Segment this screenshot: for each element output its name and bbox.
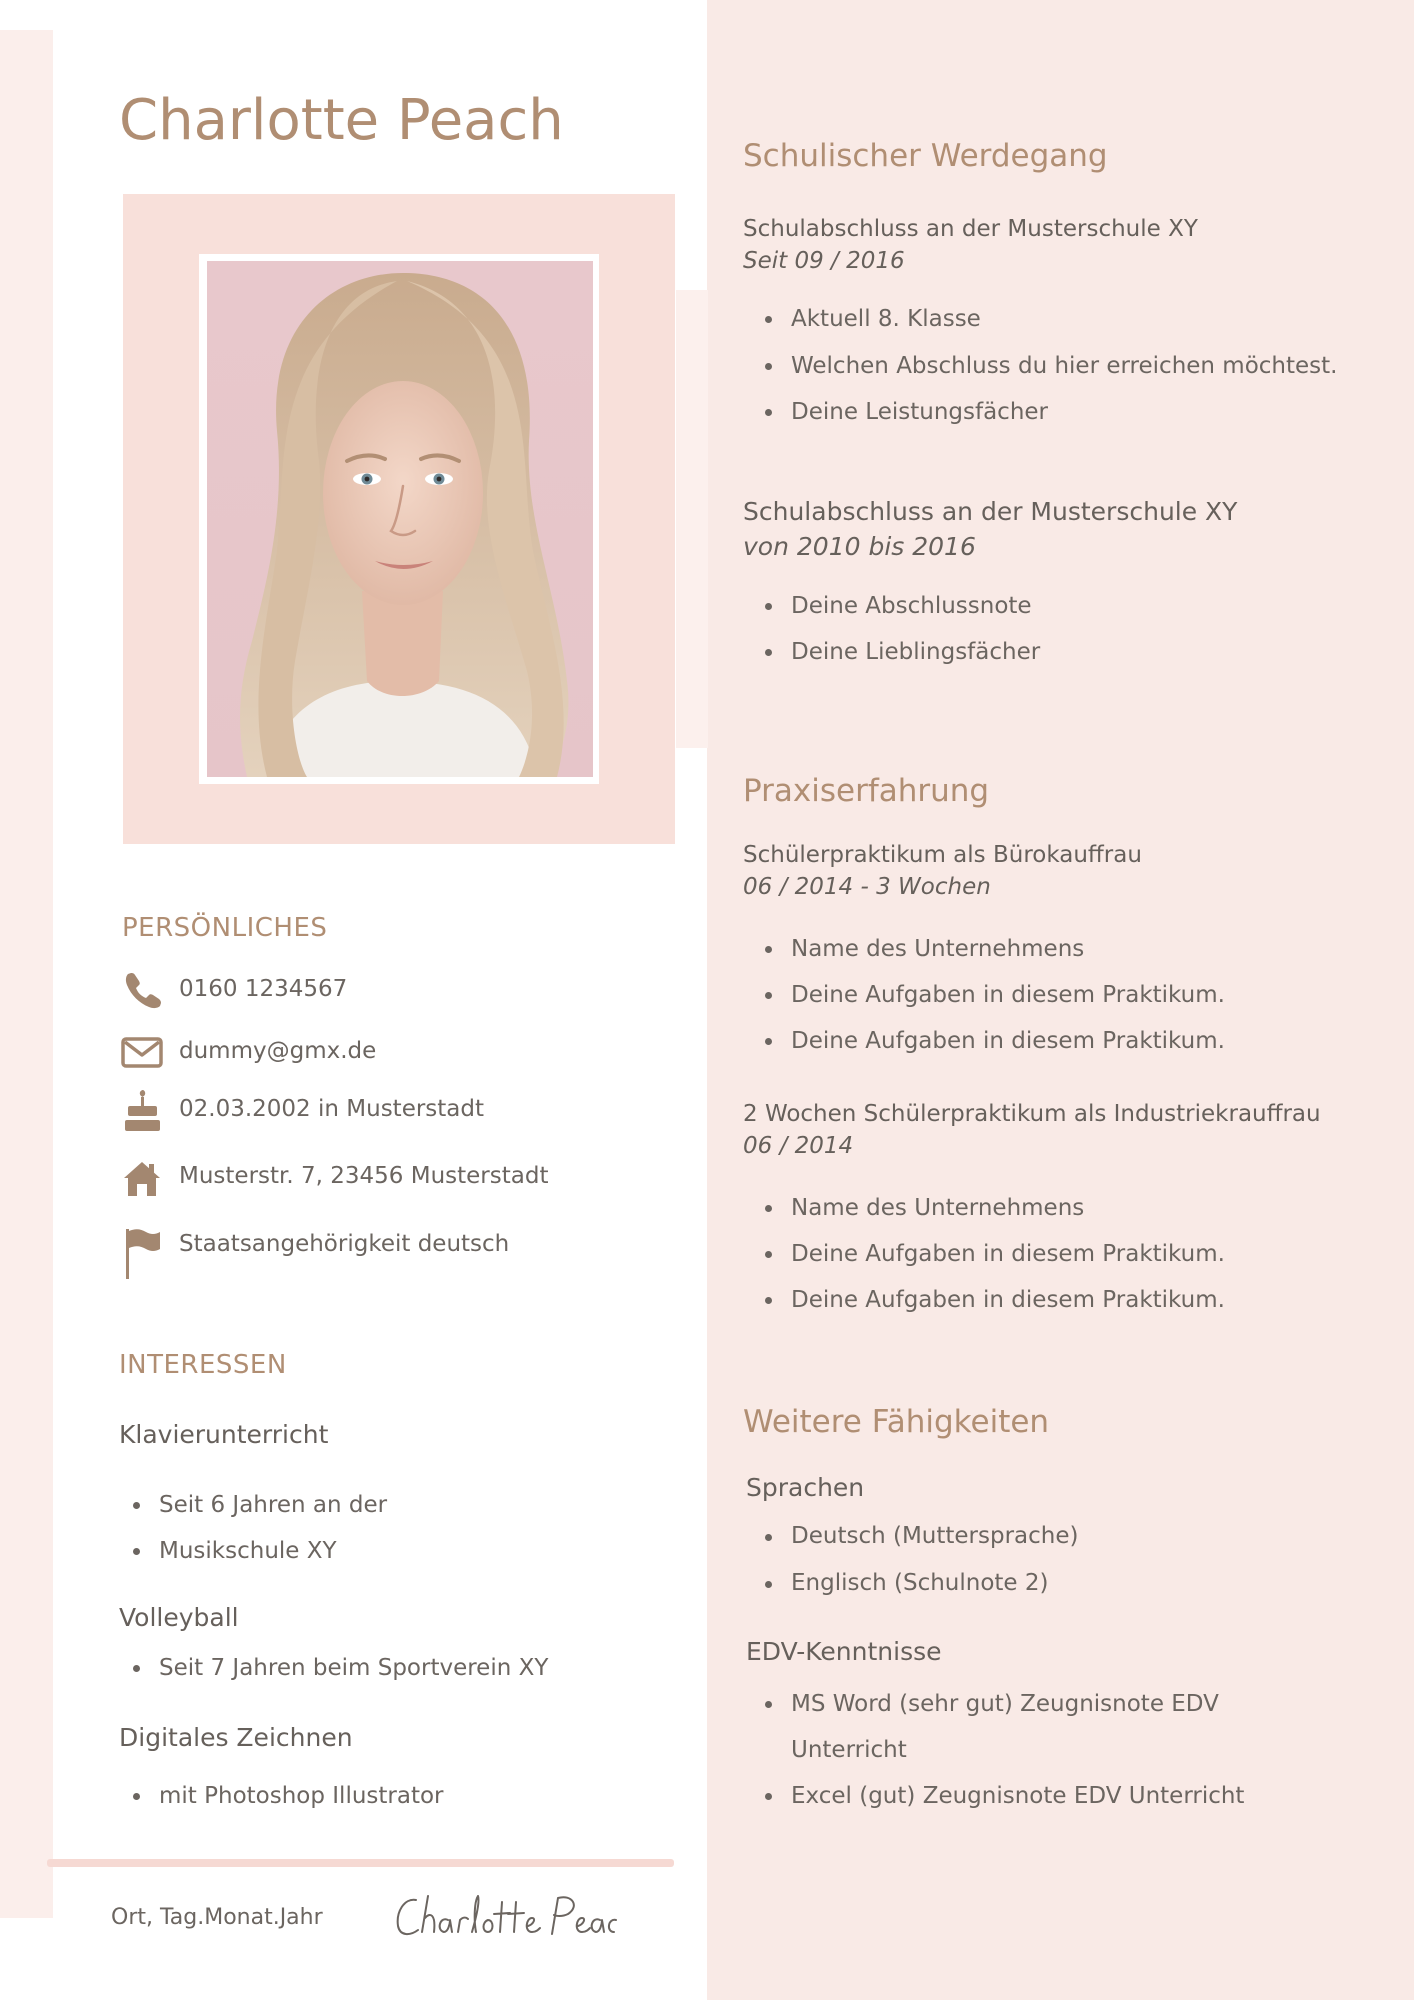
education-date: Seit 09 / 2016 (743, 248, 905, 274)
practice-date: 06 / 2014 (743, 1133, 854, 1159)
list-item: Englisch (Schulnote 2) (763, 1560, 1079, 1607)
birth-date-place: 02.03.2002 in Musterstadt (179, 1096, 485, 1122)
contact-email (120, 1030, 680, 1076)
languages-bullets (763, 1513, 1079, 1607)
practice-bullets (763, 926, 1225, 1064)
education-school: Schulabschluss an der Musterschule XY (743, 216, 1198, 242)
education-bullets (763, 296, 1338, 436)
list-item: Musikschule XY (131, 1528, 387, 1574)
practice-date: 06 / 2014 - 3 Wochen (743, 874, 991, 900)
education-date: von 2010 bis 2016 (743, 532, 976, 561)
list-item: Deine Aufgaben in diesem Praktikum. (763, 972, 1225, 1018)
list-item: Welchen Abschluss du hier erreichen möchtest. (763, 343, 1338, 390)
languages-heading: Sprachen (746, 1473, 865, 1502)
list-item: mit Photoshop Illustrator (131, 1778, 444, 1814)
list-item: Deine Abschlussnote (763, 583, 1040, 629)
interest-bullets (131, 1482, 387, 1574)
mail-icon (120, 1030, 166, 1076)
list-item: Seit 7 Jahren beim Sportverein XY (131, 1650, 548, 1686)
list-item: Name des Unternehmens (763, 926, 1225, 972)
contact-birth (120, 1088, 680, 1134)
mid-decor-strip (676, 290, 708, 748)
interest-bullets (131, 1778, 444, 1814)
list-item: Deine Lieblingsfächer (763, 629, 1040, 675)
education-bullets (763, 583, 1040, 675)
list-item: Excel (gut) Zeugnisnote EDV Unterricht (763, 1773, 1244, 1819)
nationality: Staatsangehörigkeit deutsch (179, 1231, 510, 1257)
address: Musterstr. 7, 23456 Musterstadt (179, 1163, 549, 1189)
list-item: Deine Leistungsfächer (763, 389, 1338, 436)
contact-phone (120, 968, 680, 1014)
signature-image (392, 1888, 622, 1948)
list-item: Seit 6 Jahren an der (131, 1482, 387, 1528)
interest-title: Klavierunterricht (119, 1420, 329, 1449)
interest-title: Volleyball (119, 1603, 239, 1632)
personal-heading: PERSÖNLICHES (122, 913, 328, 943)
list-item: Name des Unternehmens (763, 1185, 1225, 1231)
it-skills-bullets (763, 1681, 1244, 1819)
email-address: dummy@gmx.de (179, 1038, 377, 1064)
practice-bullets (763, 1185, 1225, 1323)
list-item: Unterricht (791, 1737, 907, 1763)
place-date: Ort, Tag.Monat.Jahr (111, 1905, 323, 1930)
interest-bullets (131, 1650, 548, 1686)
phone-number: 0160 1234567 (179, 976, 348, 1002)
flag-icon (120, 1223, 166, 1281)
contact-address (120, 1155, 680, 1201)
practice-role: 2 Wochen Schülerpraktikum als Industriekrauffrau (743, 1101, 1321, 1127)
education-heading: Schulischer Werdegang (743, 138, 1108, 174)
interest-title: Digitales Zeichnen (119, 1723, 353, 1752)
interests-heading: INTERESSEN (119, 1350, 287, 1380)
left-decor-strip (0, 30, 53, 1918)
portrait-photo (207, 261, 593, 777)
list-item: MS Word (sehr gut) Zeugnisnote EDV (763, 1681, 1244, 1727)
list-item: Deine Aufgaben in diesem Praktikum. (763, 1018, 1225, 1064)
skills-heading: Weitere Fähigkeiten (743, 1404, 1050, 1440)
contact-nationality (120, 1223, 680, 1269)
practice-role: Schülerpraktikum als Bürokauffrau (743, 842, 1142, 868)
education-school: Schulabschluss an der Musterschule XY (743, 497, 1238, 526)
it-skills-heading: EDV-Kenntnisse (746, 1637, 942, 1666)
practice-heading: Praxiserfahrung (743, 773, 990, 809)
list-item: Aktuell 8. Klasse (763, 296, 1338, 343)
list-item: Deine Aufgaben in diesem Praktikum. (763, 1277, 1225, 1323)
page-title: Charlotte Peach (119, 88, 564, 153)
footer-divider (47, 1859, 674, 1867)
phone-icon (120, 968, 166, 1014)
cake-icon (120, 1088, 166, 1134)
house-icon (120, 1155, 166, 1201)
list-item: Deine Aufgaben in diesem Praktikum. (763, 1231, 1225, 1277)
list-item: Deutsch (Muttersprache) (763, 1513, 1079, 1560)
